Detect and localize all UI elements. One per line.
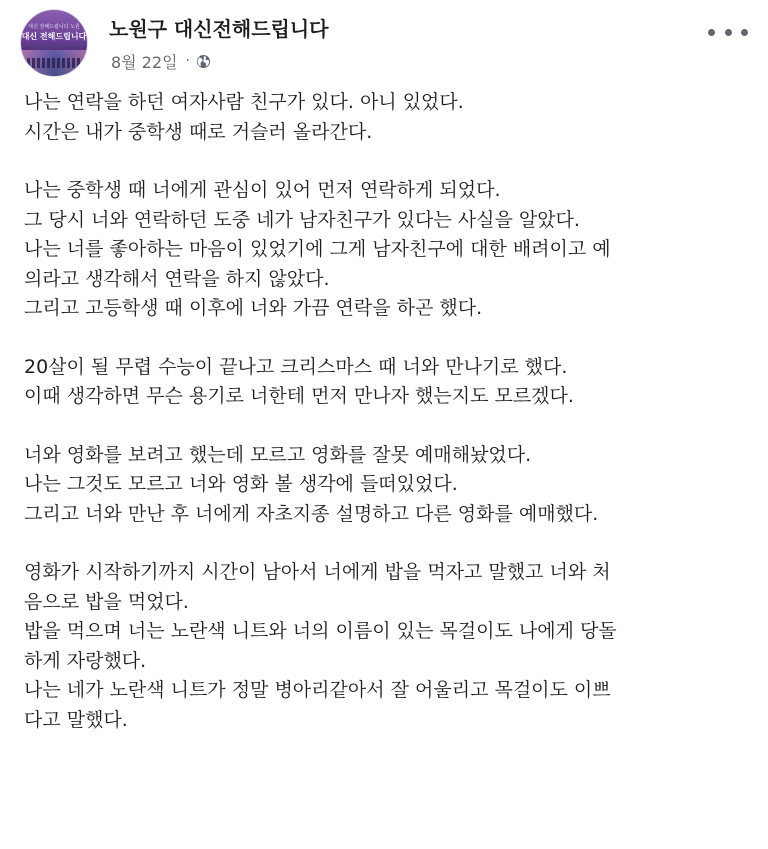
more-options-dot <box>725 29 732 36</box>
post-line: 그리고 너와 만난 후 너에게 자초지종 설명하고 다른 영화를 예매했다. <box>24 502 599 525</box>
more-options-dot <box>741 29 748 36</box>
post-line: 나는 너를 좋아하는 마음이 있었기에 그게 남자친구에 대한 배려이고 예 <box>24 238 611 260</box>
post-paragraph <box>24 558 754 735</box>
post-paragraph <box>24 176 754 324</box>
post-line: 이때 생각하면 무슨 용기로 너한테 먼저 만나자 했는지도 모르겠다. <box>24 385 574 407</box>
avatar-main-text: 대신 전해드립니다 <box>21 32 87 41</box>
post-line: 나는 그것도 모르고 너와 영화 볼 생각에 들떠있었다. <box>24 473 458 495</box>
post-paragraph <box>24 353 754 412</box>
post-date-link[interactable]: 8월 22일 <box>111 52 178 72</box>
post-line: 의라고 생각해서 연락을 하지 않았다. <box>24 267 330 290</box>
meta-separator: · <box>185 53 190 69</box>
page-name-link[interactable]: 노원구 대신전해드립니다 <box>109 17 329 41</box>
globe-icon[interactable] <box>196 54 211 69</box>
page-avatar[interactable] <box>20 9 88 77</box>
post-line: 그리고 고등학생 때 이후에 너와 가끔 연락을 하곤 했다. <box>24 297 483 319</box>
post-paragraph <box>24 441 754 530</box>
post-line: 나는 중학생 때 너에게 관심이 있어 먼저 연락하게 되었다. <box>24 179 501 201</box>
post-line: 하게 자랑했다. <box>24 649 147 672</box>
post-line: 나는 연락을 하던 여자사람 친구가 있다. 아니 있었다. <box>24 91 464 113</box>
post-meta <box>111 50 211 72</box>
post-line: 20살이 될 무렵 수능이 끝나고 크리스마스 때 너와 만나기로 했다. <box>24 355 568 378</box>
post-header <box>0 0 768 90</box>
post-line: 너와 영화를 보려고 했는데 모르고 영화를 잘못 예매해놨었다. <box>24 443 532 466</box>
more-options-icon <box>708 29 715 36</box>
avatar-top-text: 대신 전해드립니다 노원 <box>28 24 80 30</box>
post-body <box>24 88 754 764</box>
post-line: 다고 말했다. <box>24 708 128 731</box>
post-line: 영화가 시작하기까지 시간이 남아서 너에게 밥을 먹자고 말했고 너와 처 <box>24 561 611 583</box>
post-line: 음으로 밥을 먹었다. <box>24 590 189 613</box>
avatar-cityscape <box>21 50 87 76</box>
post-line: 시간은 내가 중학생 때로 거슬러 올라간다. <box>24 120 373 143</box>
more-options-button[interactable] <box>708 20 748 44</box>
post-line: 나는 네가 노란색 니트가 정말 병아리같아서 잘 어울리고 목걸이도 이쁘 <box>24 679 611 701</box>
post-line: 밥을 먹으며 너는 노란색 니트와 너의 이름이 있는 목걸이도 나에게 당돌 <box>24 620 617 642</box>
post-paragraph <box>24 88 754 147</box>
post-line: 그 당시 너와 연락하던 도중 네가 남자친구가 있다는 사실을 알았다. <box>24 208 580 231</box>
